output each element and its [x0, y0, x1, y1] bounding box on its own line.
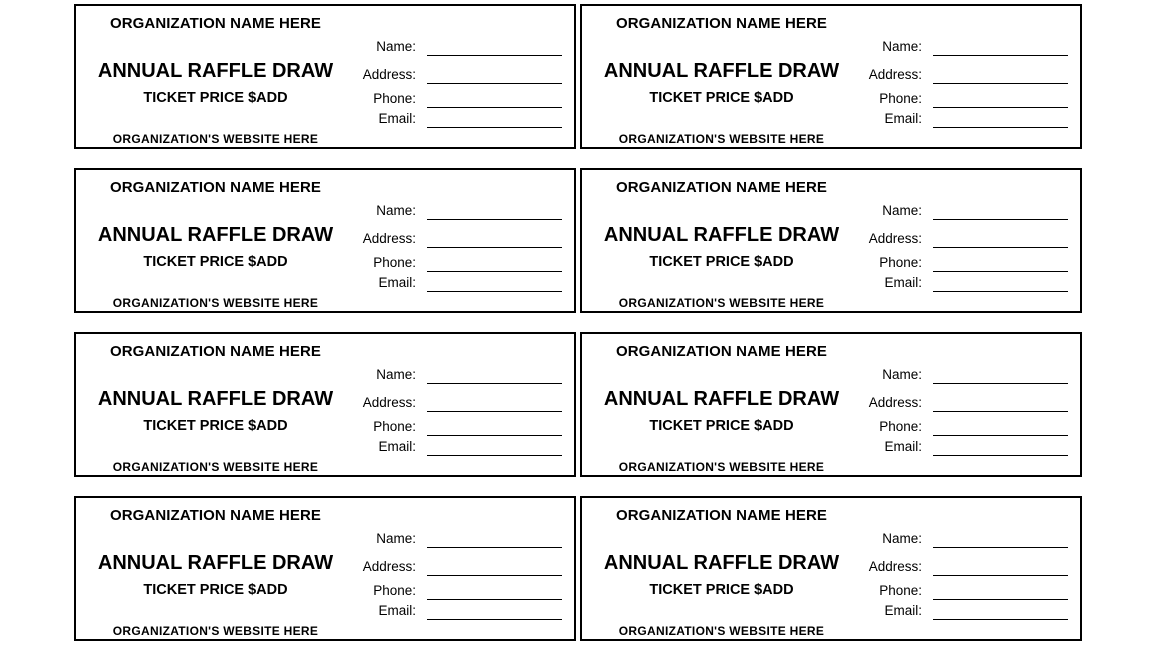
- phone-label: Phone:: [879, 91, 922, 106]
- phone-label: Phone:: [373, 419, 416, 434]
- organization-website: ORGANIZATION'S WEBSITE HERE: [618, 624, 825, 638]
- raffle-ticket: [74, 168, 576, 313]
- email-field: [832, 602, 1068, 620]
- ticket-price: TICKET PRICE $ADD: [649, 90, 794, 106]
- phone-field: [832, 90, 1068, 108]
- name-field: [832, 202, 1068, 220]
- address-field: [326, 558, 562, 576]
- email-field: [326, 438, 562, 456]
- phone-blank-line: [933, 599, 1068, 600]
- organization-name: ORGANIZATION NAME HERE: [615, 15, 828, 32]
- phone-field: [326, 582, 562, 600]
- email-label: Email:: [378, 603, 416, 618]
- address-field: [832, 558, 1068, 576]
- address-field: [326, 66, 562, 84]
- name-field: [832, 38, 1068, 56]
- event-title: ANNUAL RAFFLE DRAW: [97, 552, 334, 574]
- phone-blank-line: [427, 599, 562, 600]
- organization-website: ORGANIZATION'S WEBSITE HERE: [112, 460, 319, 474]
- event-title: ANNUAL RAFFLE DRAW: [603, 224, 840, 246]
- phone-blank-line: [427, 107, 562, 108]
- phone-blank-line: [933, 435, 1068, 436]
- address-blank-line: [933, 83, 1068, 84]
- email-label: Email:: [884, 111, 922, 126]
- address-label: Address:: [362, 67, 416, 82]
- name-blank-line: [933, 55, 1068, 56]
- phone-blank-line: [427, 435, 562, 436]
- name-label: Name:: [376, 39, 416, 54]
- email-label: Email:: [378, 439, 416, 454]
- name-blank-line: [933, 547, 1068, 548]
- phone-label: Phone:: [373, 255, 416, 270]
- name-field: [832, 530, 1068, 548]
- name-blank-line: [427, 55, 562, 56]
- organization-name: ORGANIZATION NAME HERE: [615, 343, 828, 360]
- ticket-price: TICKET PRICE $ADD: [143, 582, 288, 598]
- phone-blank-line: [933, 271, 1068, 272]
- ticket-price: TICKET PRICE $ADD: [143, 254, 288, 270]
- ticket-price: TICKET PRICE $ADD: [649, 418, 794, 434]
- raffle-ticket: [580, 496, 1082, 641]
- email-field: [832, 274, 1068, 292]
- organization-name: ORGANIZATION NAME HERE: [109, 343, 322, 360]
- address-blank-line: [427, 247, 562, 248]
- organization-website: ORGANIZATION'S WEBSITE HERE: [618, 460, 825, 474]
- email-blank-line: [427, 619, 562, 620]
- name-field: [326, 202, 562, 220]
- raffle-ticket: [580, 4, 1082, 149]
- phone-blank-line: [427, 271, 562, 272]
- name-field: [832, 366, 1068, 384]
- raffle-ticket-sheet: [74, 4, 1082, 642]
- address-field: [326, 394, 562, 412]
- ticket-price: TICKET PRICE $ADD: [649, 582, 794, 598]
- phone-label: Phone:: [879, 419, 922, 434]
- organization-website: ORGANIZATION'S WEBSITE HERE: [112, 296, 319, 310]
- address-label: Address:: [868, 559, 922, 574]
- event-title: ANNUAL RAFFLE DRAW: [603, 552, 840, 574]
- name-label: Name:: [376, 367, 416, 382]
- email-blank-line: [427, 291, 562, 292]
- phone-field: [832, 254, 1068, 272]
- phone-field: [832, 582, 1068, 600]
- event-title: ANNUAL RAFFLE DRAW: [97, 388, 334, 410]
- name-label: Name:: [882, 531, 922, 546]
- address-field: [832, 66, 1068, 84]
- address-label: Address:: [362, 559, 416, 574]
- name-label: Name:: [376, 203, 416, 218]
- email-blank-line: [933, 127, 1068, 128]
- address-blank-line: [933, 575, 1068, 576]
- ticket-price: TICKET PRICE $ADD: [143, 90, 288, 106]
- name-label: Name:: [882, 367, 922, 382]
- email-label: Email:: [884, 603, 922, 618]
- email-field: [326, 110, 562, 128]
- organization-website: ORGANIZATION'S WEBSITE HERE: [112, 624, 319, 638]
- address-label: Address:: [868, 395, 922, 410]
- name-label: Name:: [376, 531, 416, 546]
- name-label: Name:: [882, 203, 922, 218]
- event-title: ANNUAL RAFFLE DRAW: [97, 224, 334, 246]
- phone-field: [326, 254, 562, 272]
- phone-blank-line: [933, 107, 1068, 108]
- email-blank-line: [933, 619, 1068, 620]
- email-label: Email:: [884, 275, 922, 290]
- address-field: [326, 230, 562, 248]
- event-title: ANNUAL RAFFLE DRAW: [603, 388, 840, 410]
- ticket-price: TICKET PRICE $ADD: [649, 254, 794, 270]
- name-blank-line: [933, 383, 1068, 384]
- email-label: Email:: [884, 439, 922, 454]
- address-blank-line: [933, 411, 1068, 412]
- email-field: [326, 274, 562, 292]
- organization-website: ORGANIZATION'S WEBSITE HERE: [618, 296, 825, 310]
- event-title: ANNUAL RAFFLE DRAW: [97, 60, 334, 82]
- phone-field: [326, 90, 562, 108]
- organization-website: ORGANIZATION'S WEBSITE HERE: [618, 132, 825, 146]
- organization-name: ORGANIZATION NAME HERE: [109, 15, 322, 32]
- email-blank-line: [933, 455, 1068, 456]
- name-blank-line: [933, 219, 1068, 220]
- email-blank-line: [427, 455, 562, 456]
- ticket-price: TICKET PRICE $ADD: [143, 418, 288, 434]
- email-field: [832, 438, 1068, 456]
- email-field: [326, 602, 562, 620]
- address-blank-line: [427, 83, 562, 84]
- address-blank-line: [933, 247, 1068, 248]
- address-field: [832, 394, 1068, 412]
- email-blank-line: [933, 291, 1068, 292]
- phone-label: Phone:: [879, 583, 922, 598]
- raffle-ticket: [580, 332, 1082, 477]
- email-label: Email:: [378, 275, 416, 290]
- raffle-ticket: [74, 496, 576, 641]
- address-label: Address:: [868, 231, 922, 246]
- raffle-ticket: [74, 4, 576, 149]
- phone-label: Phone:: [373, 583, 416, 598]
- name-blank-line: [427, 547, 562, 548]
- email-blank-line: [427, 127, 562, 128]
- address-label: Address:: [362, 231, 416, 246]
- address-field: [832, 230, 1068, 248]
- organization-name: ORGANIZATION NAME HERE: [109, 507, 322, 524]
- raffle-ticket: [580, 168, 1082, 313]
- name-label: Name:: [882, 39, 922, 54]
- organization-name: ORGANIZATION NAME HERE: [615, 507, 828, 524]
- phone-label: Phone:: [879, 255, 922, 270]
- address-label: Address:: [868, 67, 922, 82]
- address-blank-line: [427, 411, 562, 412]
- address-blank-line: [427, 575, 562, 576]
- organization-name: ORGANIZATION NAME HERE: [109, 179, 322, 196]
- name-blank-line: [427, 383, 562, 384]
- name-blank-line: [427, 219, 562, 220]
- organization-name: ORGANIZATION NAME HERE: [615, 179, 828, 196]
- phone-label: Phone:: [373, 91, 416, 106]
- name-field: [326, 38, 562, 56]
- address-label: Address:: [362, 395, 416, 410]
- raffle-ticket: [74, 332, 576, 477]
- email-field: [832, 110, 1068, 128]
- name-field: [326, 366, 562, 384]
- name-field: [326, 530, 562, 548]
- event-title: ANNUAL RAFFLE DRAW: [603, 60, 840, 82]
- email-label: Email:: [378, 111, 416, 126]
- phone-field: [832, 418, 1068, 436]
- phone-field: [326, 418, 562, 436]
- organization-website: ORGANIZATION'S WEBSITE HERE: [112, 132, 319, 146]
